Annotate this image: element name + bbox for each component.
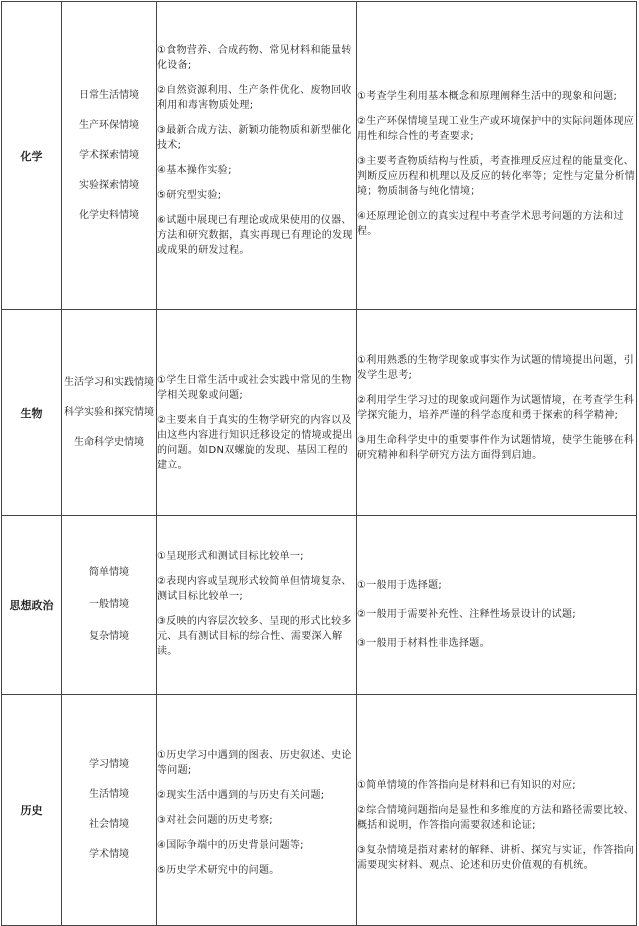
usage-item: ③主要考查物质结构与性质，考查推理反应过程的能量变化、判断反应历程和机理以及反应的转化率等；定性与定量分析情境；物质制备与纯化情境； <box>357 155 636 197</box>
usage-cell <box>357 310 637 516</box>
usage-item: ②利用学生学习过的现象或问题作为试题情境，在考查学生科学探究能力，培养严谨的科学态度和勇于探索的科学精神; <box>357 394 635 421</box>
situation-item: 复杂情境 <box>89 631 129 642</box>
situation-list <box>62 516 157 695</box>
situation-list <box>62 695 157 926</box>
usage-cell <box>357 695 637 926</box>
usage-item: ②综合情境问题指向是显性和多维度的方法和路径需要比较、概括和说明，作答指向需要叙述和论证; <box>357 804 635 831</box>
situation-item: 科学实验和探究情境 <box>64 406 154 418</box>
usage-item: ①简单情境的作答指向是材料和已有知识的对应; <box>357 779 576 791</box>
situation-item: 简单情境 <box>89 567 129 578</box>
situation-item: 生命科学史情境 <box>74 436 144 448</box>
description-item: ①历史学习中遇到的图表、历史叙述、史论等问题; <box>157 750 352 776</box>
usage-item: ②一般用于需要补充性、注释性场景设计的试题; <box>357 608 576 620</box>
description-item: ②表现内容或呈现形式较简单但情境复杂、测试目标比较单一; <box>157 576 352 602</box>
situation-item: 生产环保情境 <box>79 119 139 131</box>
description-cell <box>157 516 357 695</box>
usage-cell <box>357 516 637 695</box>
description-item: ③对社会问题的历史考察; <box>157 815 273 826</box>
table-row <box>2 310 637 516</box>
subject-cell: 化学 <box>2 2 62 310</box>
situation-item: 生活情境 <box>89 789 129 800</box>
description-item: ②现实生活中遇到的与历史有关问题; <box>157 790 325 801</box>
situation-item: 学术情境 <box>89 849 129 860</box>
situation-table <box>1 1 637 926</box>
description-item: ①呈现形式和测试目标比较单一; <box>157 551 304 562</box>
description-item: ⑤历史学术研究中的问题。 <box>157 865 280 876</box>
situation-item: 化学史料情境 <box>79 209 139 221</box>
subject-cell: 思想政治 <box>2 516 62 695</box>
description-item: ③反映的内容层次较多、呈现的形式比较多元、具有测试目标的综合性、需要深入解读。 <box>157 616 352 657</box>
description-item: ①食物营养、合成药物、常见材料和能量转化设备; <box>157 45 352 71</box>
description-item: ③最新合成方法、新颖功能物质和新型催化技术; <box>157 125 352 151</box>
situation-item: 学术探索情境 <box>79 149 139 161</box>
situation-item: 一般情境 <box>89 599 129 610</box>
description-item: ①学生日常生活中或社会实践中常见的生物学相关现象或问题; <box>157 374 352 401</box>
subject-cell: 生物 <box>2 310 62 516</box>
situation-item: 日常生活情境 <box>79 89 139 101</box>
situation-item: 生活学习和实践情境 <box>64 376 154 388</box>
usage-item: ②生产环保情境呈现工业生产或环境保护中的实际问题体现应用性和综合性的考查要求; <box>357 115 635 142</box>
situation-list <box>62 2 157 310</box>
description-item: ④基本操作实验; <box>157 165 232 176</box>
description-cell <box>157 310 357 516</box>
usage-item: ③一般用于材料性非选择题。 <box>357 637 490 649</box>
table-row <box>2 516 637 695</box>
situation-item: 实验探索情境 <box>79 179 139 191</box>
usage-item: ①利用熟悉的生物学现象或事实作为试题的情境提出问题，引发学生思考; <box>357 354 635 381</box>
table-row <box>2 695 637 926</box>
description-cell <box>157 695 357 926</box>
description-item: ⑤研究型实验; <box>157 190 222 201</box>
description-cell <box>157 2 357 310</box>
situation-item: 学习情境 <box>89 759 129 770</box>
usage-cell <box>357 2 637 310</box>
usage-item: ①一般用于选择题; <box>357 579 443 591</box>
usage-item: ①考查学生利用基本概念和原理阐释生活中的现象和问题; <box>357 90 618 102</box>
description-item: ②自然资源利用、生产条件优化、废物回收利用和毒害物质处理; <box>157 85 352 111</box>
description-item: ⑥试题中展现已有理论或成果使用的仪器、方法和研究数据，真实再现已有理论的发现或成果的研发过程。 <box>157 215 353 256</box>
usage-item: ③复杂情境是指对素材的解释、讲析、探究与实证，作答指向需要现实材料、观点、论述和历史价值观的有机统。 <box>357 844 635 871</box>
usage-item: ④还原理论创立的真实过程中考查学术思考问题的方法和过程。 <box>357 210 624 237</box>
description-item: ②主要来自于真实的生物学研究的内容以及由这些内容进行知识迁移设定的情境或提出的问题。如DN双螺旋的发现、基因工程的建立。 <box>157 414 353 471</box>
description-item: ④国际争端中的历史背景问题等; <box>157 840 304 851</box>
situation-item: 社会情境 <box>89 819 129 830</box>
situation-list <box>62 310 157 516</box>
usage-item: ③用生命科学史中的重要事件作为试题情境，使学生能够在科研究精神和科学研究方法方面得到启迪。 <box>357 434 635 461</box>
table-row <box>2 2 637 310</box>
subject-cell: 历史 <box>2 695 62 926</box>
